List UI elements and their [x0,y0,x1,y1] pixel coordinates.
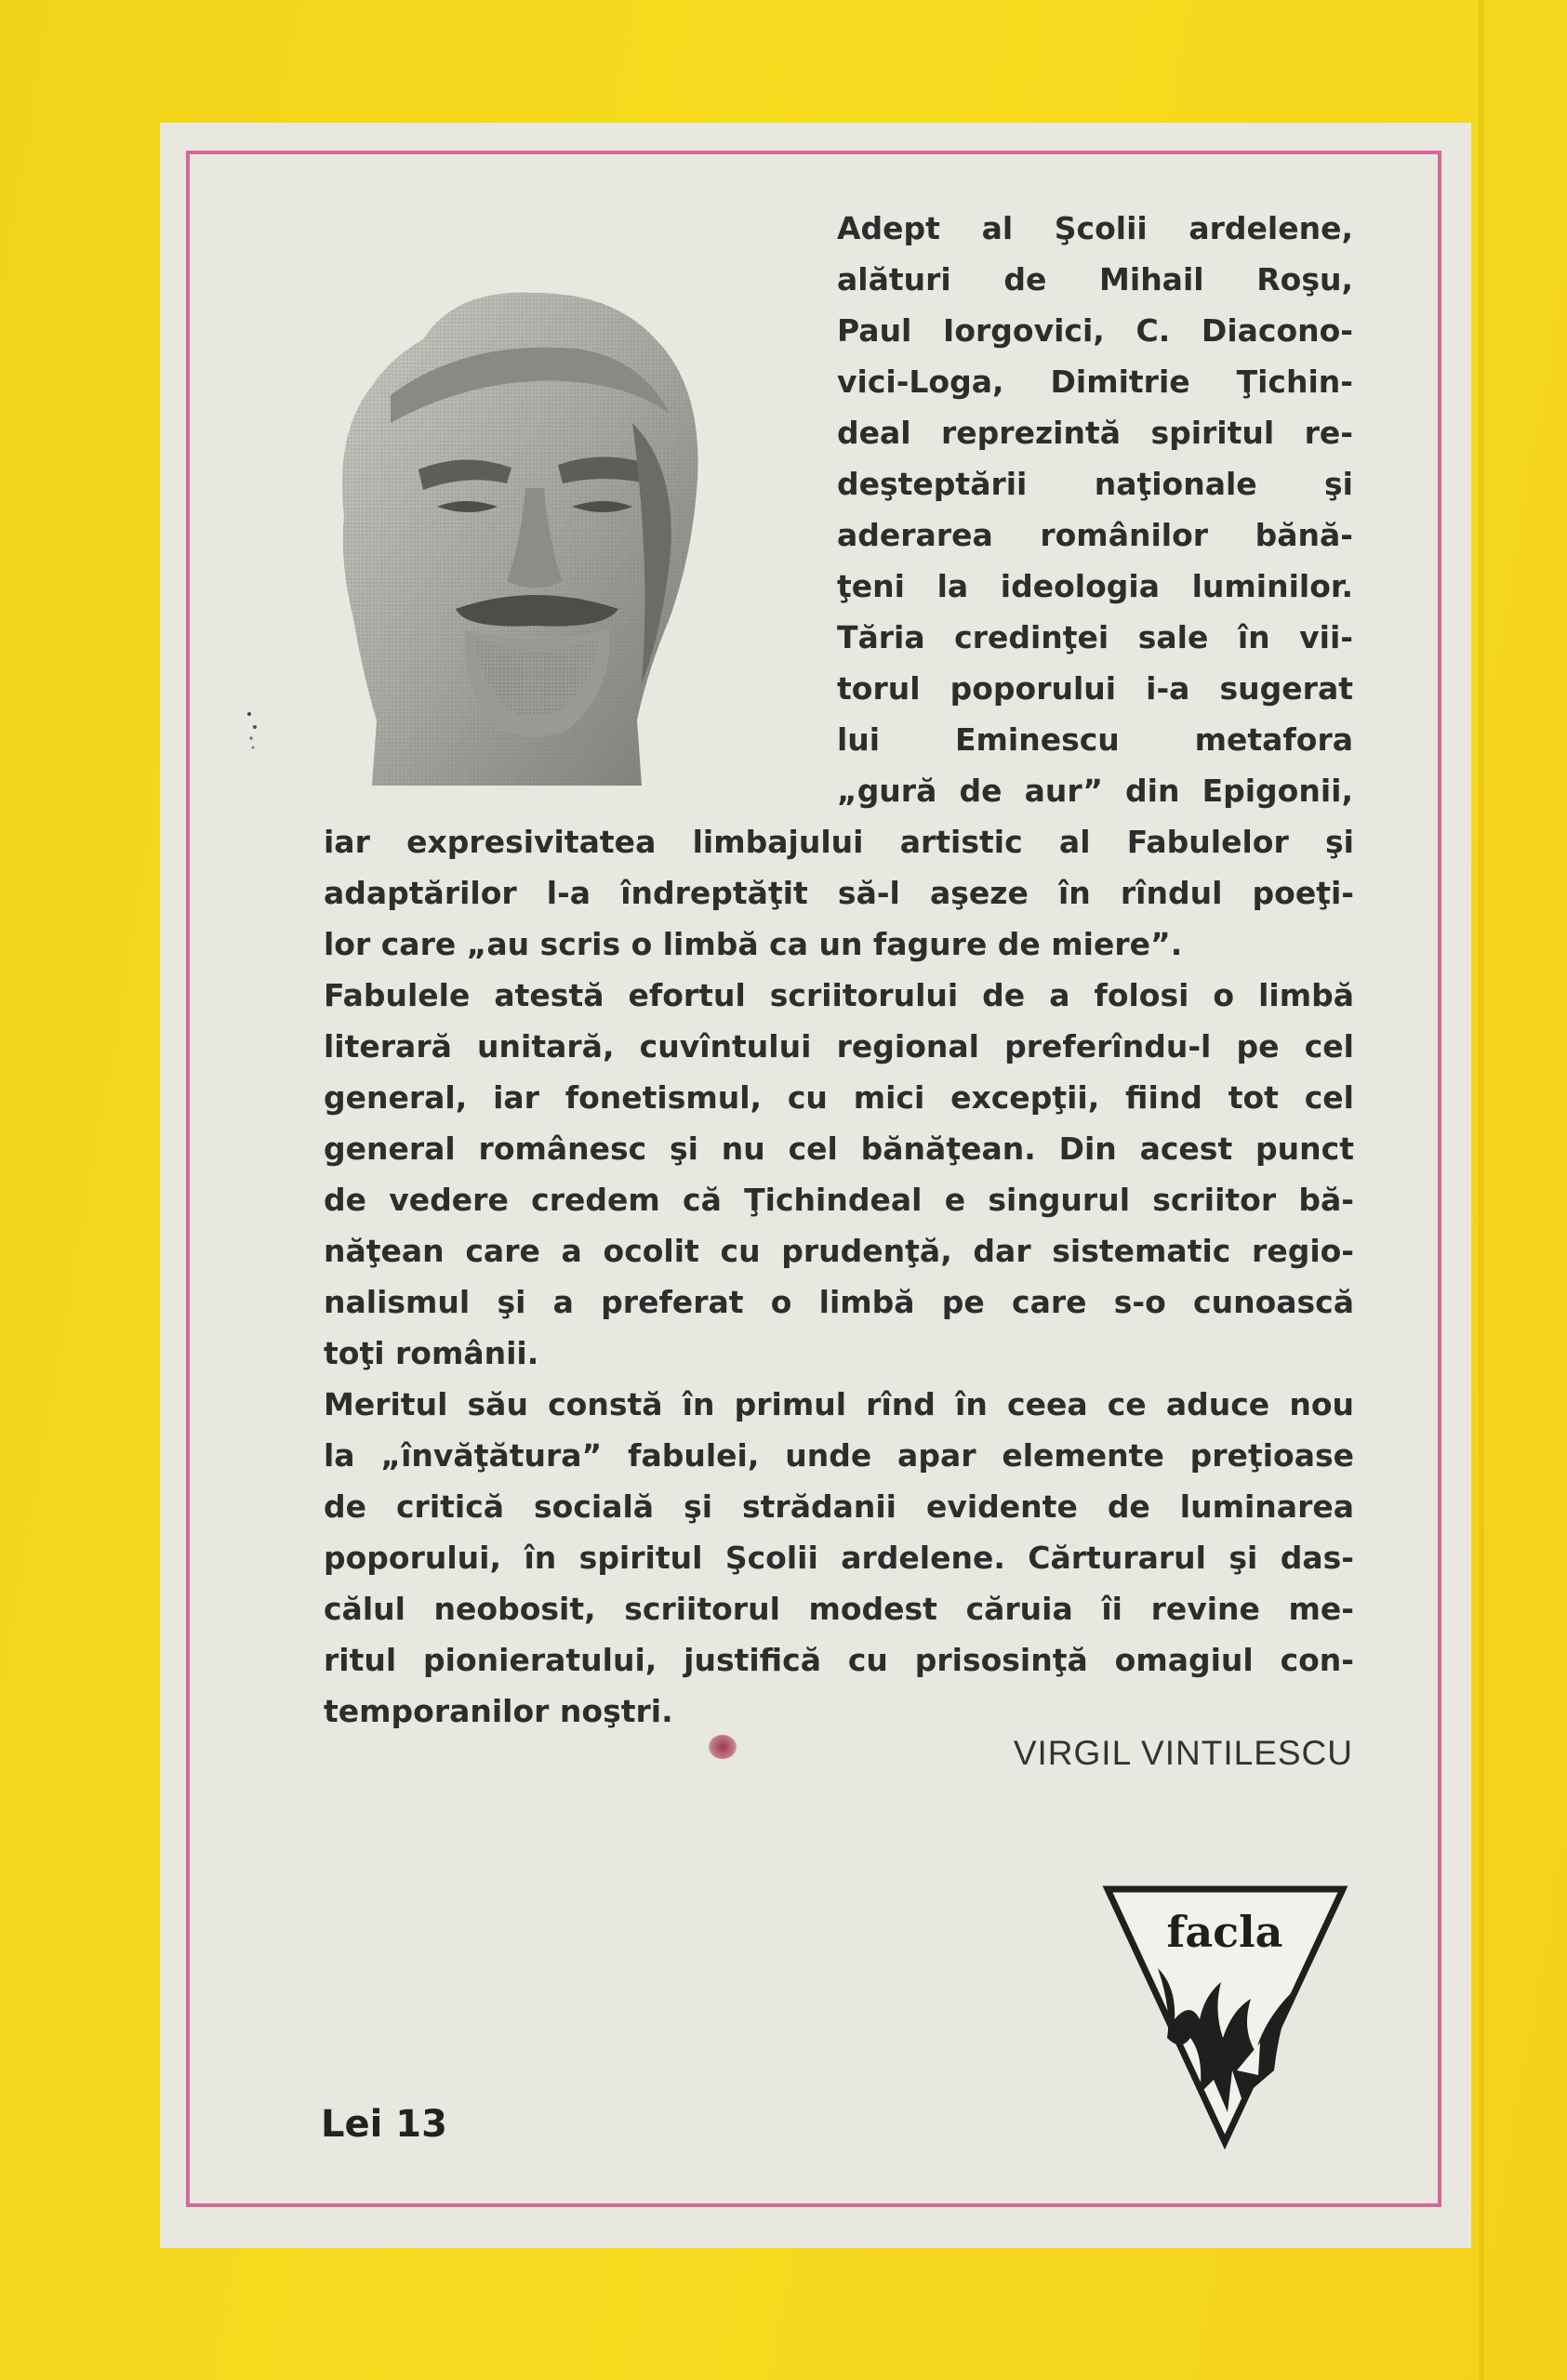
logo-text: facla [1166,1907,1283,1957]
blurb-wide-column [324,816,1354,1737]
blurb-line: călul neobosit, scriitorul modest căruia îi revine me- [324,1591,1354,1627]
blurb-line: deşteptării naţionale şi [837,466,1353,502]
author-signature: VIRGIL VINTILESCU [1013,1734,1353,1772]
blurb-line: Tăria credinţei sale în vii- [837,619,1353,655]
print-speck-icon [244,707,262,753]
blurb-line: torul poporului i-a sugerat [837,670,1353,707]
blurb-line: Meritul său constă în primul rînd în ceea ce aduce nou [324,1386,1354,1422]
blurb-line: alături de Mihail Roşu, [837,261,1353,298]
blurb-line: Paul Iorgovici, C. Diacono- [837,312,1353,349]
blurb-line: literară unitară, cuvîntului regional preferîndu-l pe cel [324,1028,1354,1064]
blurb-line: aderarea românilor bănă- [837,517,1353,553]
blurb-line: lui Eminescu metafora [837,721,1353,758]
blurb-line: Fabulele atestă efortul scriitorului de a folosi o limbă [324,977,1354,1013]
ink-stain [709,1735,737,1759]
blurb-line: de vedere credem că Ţichindeal e singurul scriitor bă- [324,1182,1354,1218]
blurb-line: ţeni la ideologia luminilor. [837,568,1353,604]
bust-portrait-image [335,284,721,790]
blurb-line: adaptărilor l-a îndreptăţit să-l aşeze în rîndul poeţi- [324,875,1354,911]
blurb-line: lor care „au scris o limbă ca un fagure de miere”. [324,926,1183,962]
blurb-line: năţean care a ocolit cu prudenţă, dar sistematic regio- [324,1233,1354,1269]
blurb-line: deal reprezintă spiritul re- [837,415,1353,451]
blurb-line: iar expresivitatea limbajului artistic al Fabulelor şi [324,824,1354,860]
blurb-narrow-column [837,203,1353,816]
blurb-line: ritul pionieratului, justifică cu prisosinţă omagiul con- [324,1642,1354,1678]
blurb-line: general românesc şi nu cel bănăţean. Din acest punct [324,1130,1354,1167]
blurb-line: nalismul şi a preferat o limbă pe care s-o cunoască [324,1284,1354,1320]
spine-edge [1479,0,1484,2380]
blurb-line: temporanilor noştri. [324,1693,673,1729]
blurb-line: toţi românii. [324,1335,539,1371]
blurb-line: de critică socială şi strădanii evidente de luminarea [324,1488,1354,1525]
blurb-line: Adept al Şcolii ardelene, [837,210,1353,246]
blurb-line: poporului, în spiritul Şcolii ardelene. Cărturarul şi das- [324,1540,1354,1576]
blurb-line: la „învăţătura” fabulei, unde apar elemente preţioase [324,1437,1354,1474]
facla-torch-triangle-logo [1102,1880,1348,2149]
blurb-line: general, iar fonetismul, cu mici excepţii, fiind tot cel [324,1079,1354,1116]
blurb-line: vici-Loga, Dimitrie Ţichin- [837,364,1353,400]
price-label: Lei 13 [321,2103,447,2146]
blurb-line: „gură de aur” din Epigonii, [837,773,1353,809]
